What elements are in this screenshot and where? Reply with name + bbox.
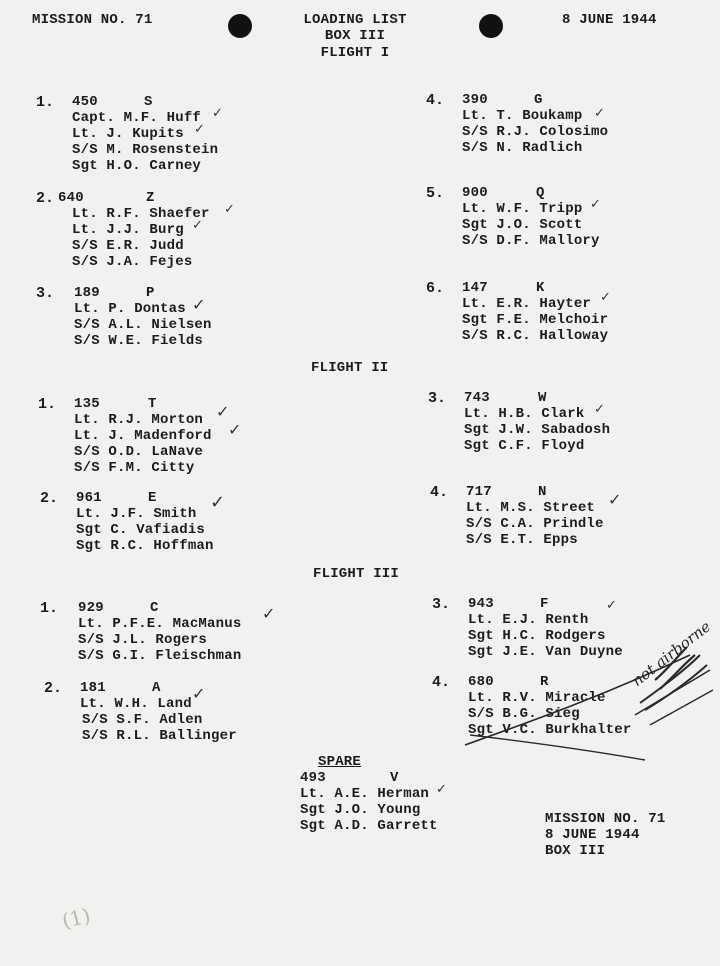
aircraft-letter: Q [536, 185, 545, 201]
crew-member: S/S O.D. LaNave [74, 444, 204, 460]
crew-member: Lt. R.V. Miracle [468, 690, 606, 706]
check-mark-icon: ✓ [224, 202, 235, 217]
spare-aircraft-number: 493 [300, 770, 326, 786]
crew-member: S/S G.I. Fleischman [78, 648, 242, 664]
crew-member: Lt. J.J. Burg [72, 222, 184, 238]
crew-member: Sgt J.W. Sabadosh [464, 422, 611, 438]
crew-member: Lt. J.F. Smith [76, 506, 197, 522]
aircraft-number: 135 [74, 396, 100, 412]
crew-member: S/S F.M. Citty [74, 460, 195, 476]
aircraft-number: 450 [72, 94, 98, 110]
crew-member: S/S D.F. Mallory [462, 233, 600, 249]
footer-mission-number: MISSION NO. 71 [545, 811, 666, 827]
crew-member: Lt. J. Kupits [72, 126, 184, 142]
aircraft-letter: T [148, 396, 157, 412]
aircraft-number: 961 [76, 490, 102, 506]
crew-member: S/S B.G. Sieg [468, 706, 580, 722]
crew-member: Sgt C. Vafiadis [76, 522, 206, 538]
spare-member: Sgt A.D. Garrett [300, 818, 438, 834]
aircraft-number: 390 [462, 92, 488, 108]
aircraft-letter: P [146, 285, 155, 301]
aircraft-letter: W [538, 390, 547, 406]
aircraft-number: 743 [464, 390, 490, 406]
aircraft-number: 189 [74, 285, 100, 301]
check-mark-icon: ✓ [594, 106, 605, 121]
aircraft-letter: A [152, 680, 161, 696]
crew-member: S/S E.T. Epps [466, 532, 578, 548]
crew-member: S/S S.F. Adlen [82, 712, 203, 728]
check-mark-icon: ✓ [608, 490, 622, 509]
check-mark-icon: ✓ [600, 290, 611, 305]
crew-member: Sgt R.C. Hoffman [76, 538, 214, 554]
check-mark-icon: ✓ [192, 218, 203, 233]
aircraft-number: 147 [462, 280, 488, 296]
crew-member: Lt. H.B. Clark [464, 406, 585, 422]
crew-member: Sgt F.E. Melchoir [462, 312, 609, 328]
aircraft-letter: F [540, 596, 549, 612]
crew-member: Lt. W.H. Land [80, 696, 192, 712]
aircraft-letter: K [536, 280, 545, 296]
crew-member: Lt. P.F.E. MacManus [78, 616, 242, 632]
aircraft-letter: C [150, 600, 159, 616]
aircraft-number: 929 [78, 600, 104, 616]
header-box: BOX III [324, 28, 386, 44]
crew-position: 4. [430, 484, 449, 501]
spare-aircraft-letter: V [390, 770, 399, 786]
check-mark-icon: ✓ [590, 197, 601, 212]
crew-member: Lt. R.F. Shaefer [72, 206, 210, 222]
check-mark-icon: ✓ [228, 420, 242, 439]
aircraft-number: 717 [466, 484, 492, 500]
aircraft-number: 640 [58, 190, 84, 206]
crew-member: S/S A.L. Nielsen [74, 317, 212, 333]
check-mark-icon: ✓ [194, 122, 205, 137]
crew-member: Lt. R.J. Morton [74, 412, 204, 428]
aircraft-number: 900 [462, 185, 488, 201]
handwritten-annotation [455, 585, 717, 765]
check-mark-icon: ✓ [594, 402, 605, 417]
crew-position: 2. [36, 190, 55, 207]
check-mark-icon: ✓ [216, 402, 230, 421]
aircraft-number: 680 [468, 674, 494, 690]
crew-member: Sgt H.O. Carney [72, 158, 202, 174]
crew-member: S/S R.C. Halloway [462, 328, 609, 344]
crew-member: Lt. E.J. Renth [468, 612, 589, 628]
footer-box: BOX III [545, 843, 606, 859]
aircraft-number: 181 [80, 680, 106, 696]
crew-member: Lt. W.F. Tripp [462, 201, 583, 217]
punch-hole-left [228, 14, 252, 38]
flight-three-heading: FLIGHT III [313, 566, 400, 582]
crew-member: S/S J.A. Fejes [72, 254, 193, 270]
check-mark-icon: ✓ [210, 492, 226, 513]
aircraft-letter: S [144, 94, 153, 110]
crew-member: Lt. J. Madenford [74, 428, 212, 444]
check-mark-icon: ✓ [262, 604, 276, 623]
annotation-text: not airborne [628, 617, 715, 690]
crew-member: S/S W.E. Fields [74, 333, 204, 349]
crew-member: Lt. T. Boukamp [462, 108, 583, 124]
header-date: 8 JUNE 1944 [562, 12, 657, 28]
aircraft-letter: N [538, 484, 547, 500]
crew-member: S/S R.J. Colosimo [462, 124, 609, 140]
crew-member: S/S R.L. Ballinger [82, 728, 237, 744]
crew-member: Sgt C.F. Floyd [464, 438, 585, 454]
crew-position: 2. [44, 680, 63, 697]
aircraft-letter: G [534, 92, 543, 108]
crew-position: 2. [40, 490, 59, 507]
crew-member: S/S E.R. Judd [72, 238, 184, 254]
crew-member: Sgt V.C. Burkhalter [468, 722, 632, 738]
crew-position: 4. [426, 92, 445, 109]
crew-member: Sgt J.E. Van Duyne [468, 644, 623, 660]
crew-position: 6. [426, 280, 445, 297]
check-mark-icon: ✓ [436, 782, 447, 797]
crew-position: 1. [40, 600, 59, 617]
crew-member: Sgt H.C. Rodgers [468, 628, 606, 644]
page-mark: (1) [59, 902, 93, 934]
crew-position: 4. [432, 674, 451, 691]
spare-member: Sgt J.O. Young [300, 802, 421, 818]
aircraft-number: 943 [468, 596, 494, 612]
spare-member: Lt. A.E. Herman [300, 786, 430, 802]
crew-member: Lt. P. Dontas [74, 301, 186, 317]
check-mark-icon: ✓ [606, 598, 617, 613]
crew-position: 1. [36, 94, 55, 111]
check-mark-icon: ✓ [192, 684, 206, 703]
crew-member: Capt. M.F. Huff [72, 110, 202, 126]
crew-position: 3. [432, 596, 451, 613]
flight-two-heading: FLIGHT II [311, 360, 389, 376]
crew-member: S/S N. Radlich [462, 140, 583, 156]
crew-member: S/S C.A. Prindle [466, 516, 604, 532]
crew-position: 3. [36, 285, 55, 302]
footer-date: 8 JUNE 1944 [545, 827, 640, 843]
crew-position: 5. [426, 185, 445, 202]
crew-member: Sgt J.O. Scott [462, 217, 583, 233]
aircraft-letter: Z [146, 190, 155, 206]
crew-member: S/S M. Rosenstein [72, 142, 219, 158]
aircraft-letter: R [540, 674, 549, 690]
aircraft-letter: E [148, 490, 157, 506]
spare-heading: SPARE [318, 754, 362, 770]
check-mark-icon: ✓ [212, 106, 223, 121]
header-mission-number: MISSION NO. 71 [32, 12, 153, 28]
flight-one-heading: FLIGHT I [320, 45, 390, 61]
check-mark-icon: ✓ [192, 295, 206, 314]
crew-member: Lt. E.R. Hayter [462, 296, 592, 312]
crew-member: S/S J.L. Rogers [78, 632, 208, 648]
header-title: LOADING LIST [303, 12, 407, 28]
crew-position: 1. [38, 396, 57, 413]
punch-hole-right [479, 14, 503, 38]
crew-position: 3. [428, 390, 447, 407]
crew-member: Lt. M.S. Street [466, 500, 596, 516]
